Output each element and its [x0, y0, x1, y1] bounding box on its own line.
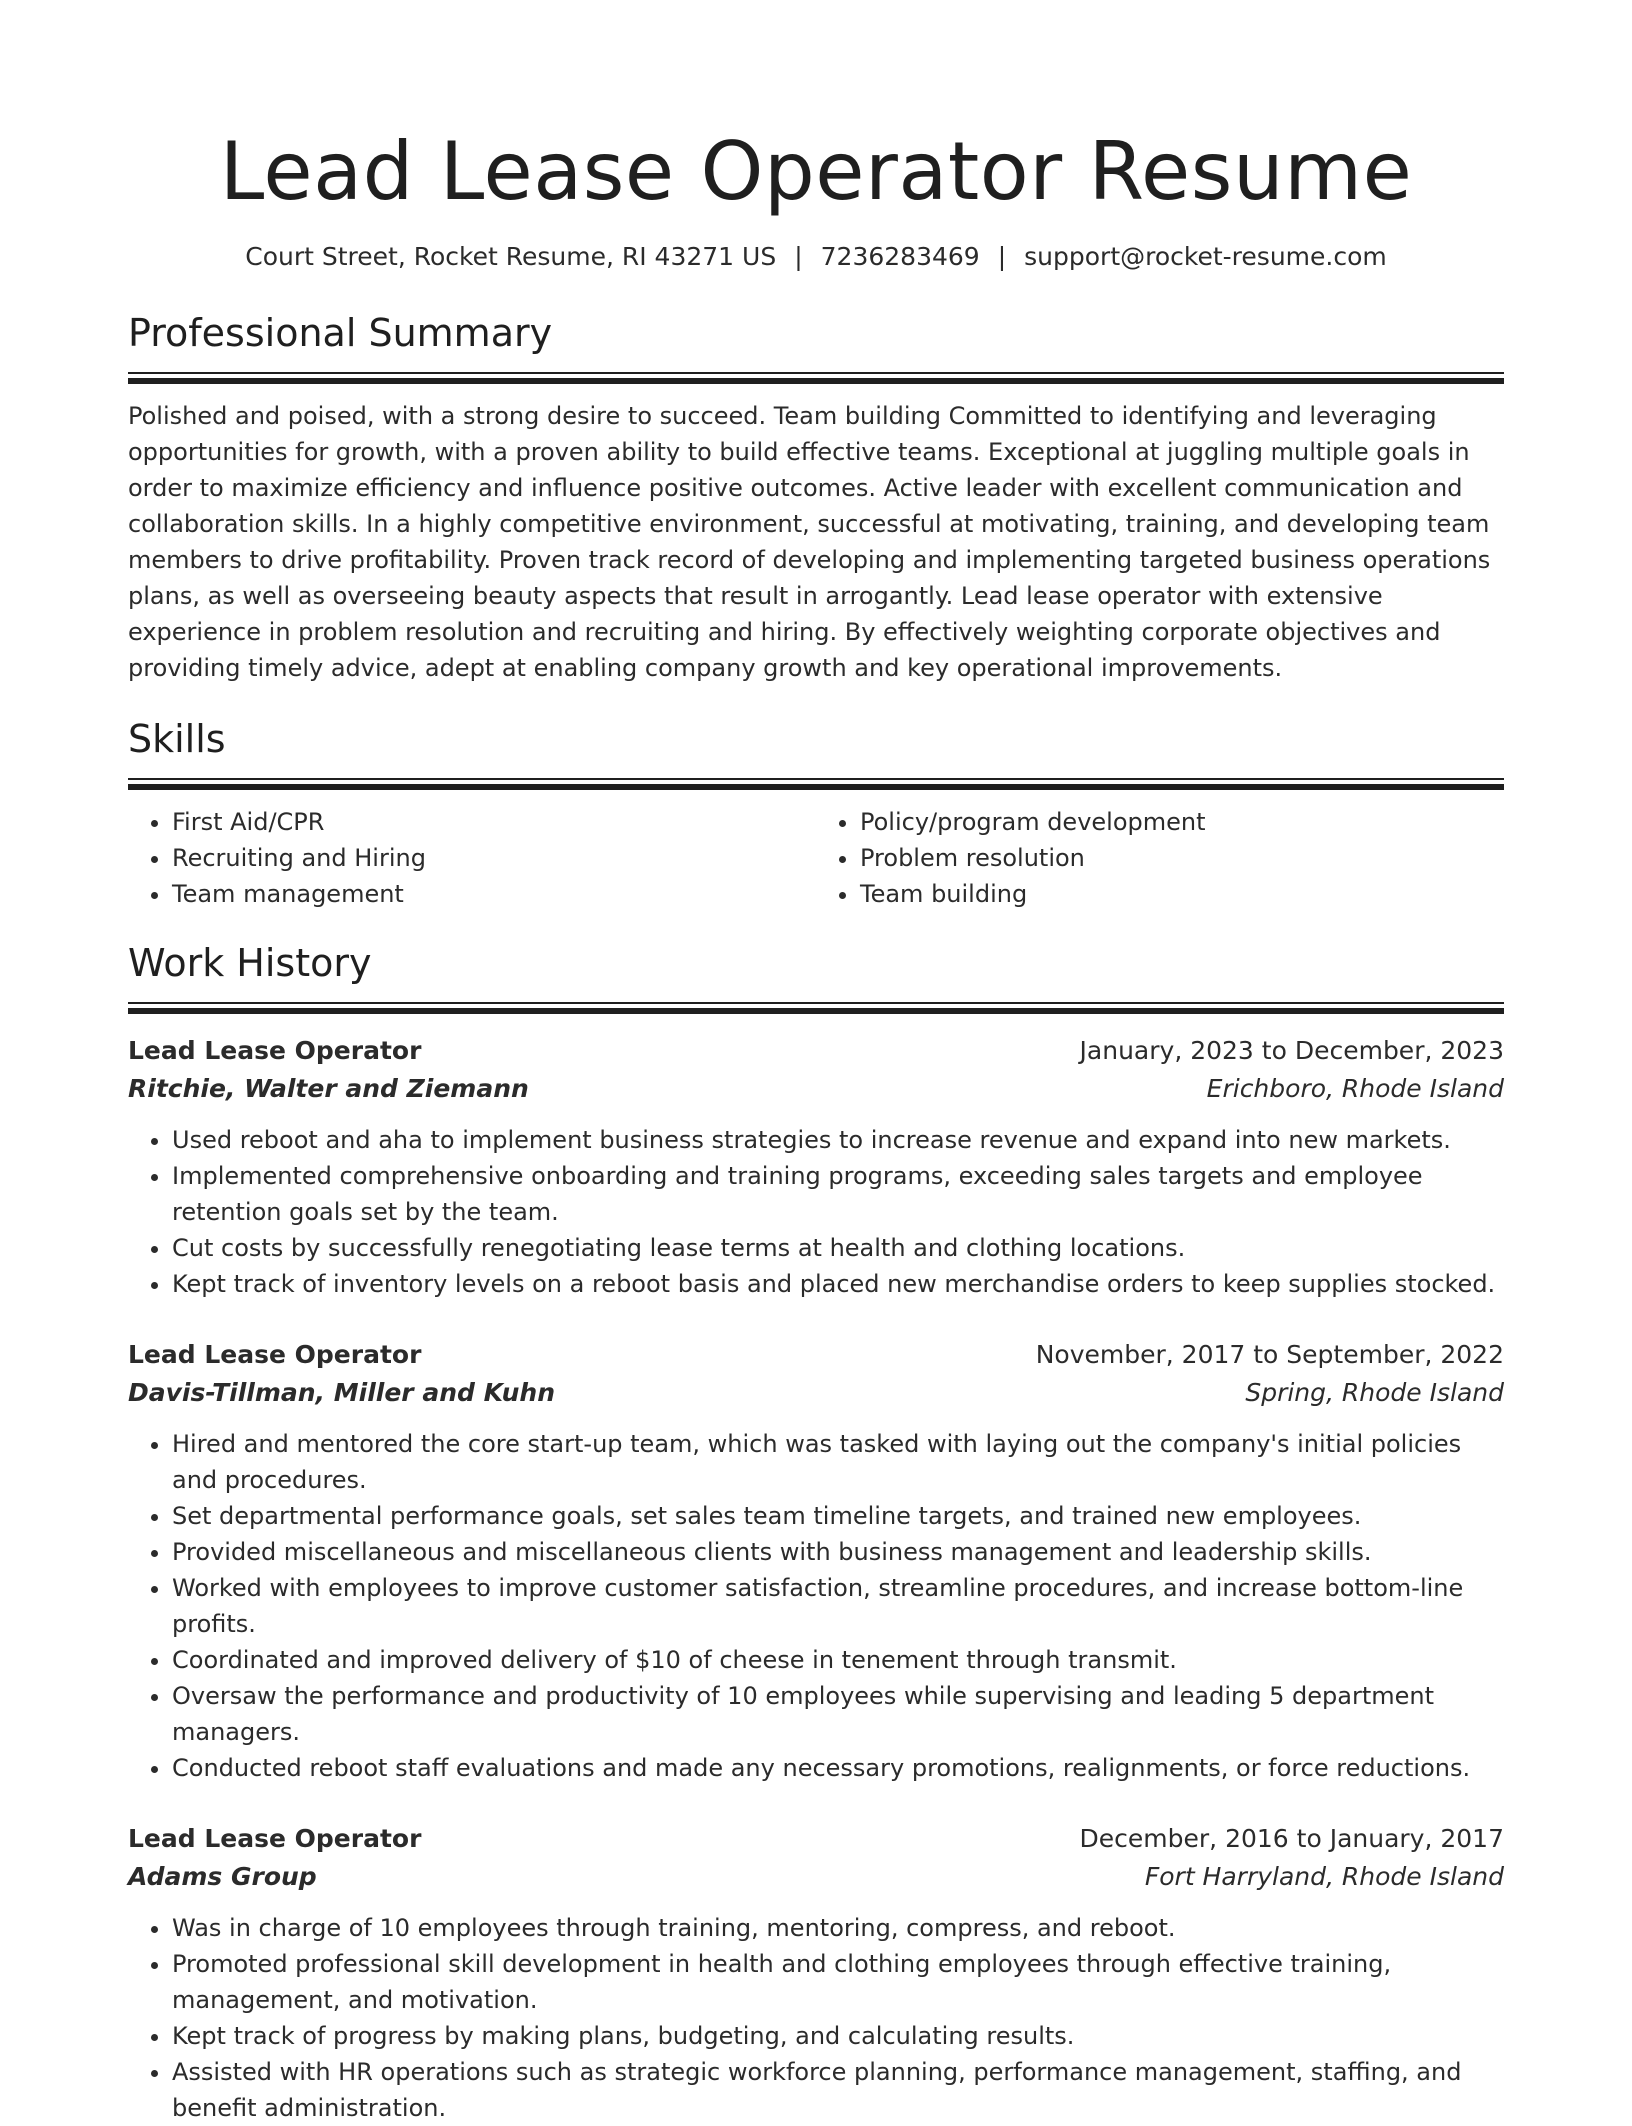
- job-bullet: • Used reboot and aha to implement business strategies to increase revenue and expand into new markets.: [172, 1122, 1504, 1158]
- job-bullets: [128, 1426, 1504, 1786]
- job-title: Lead Lease Operator: [128, 1340, 422, 1369]
- job-header-row: [128, 1820, 1504, 1858]
- job-bullet: • Kept track of progress by making plans, budgeting, and calculating results.: [172, 2018, 1504, 2054]
- job-header-row: [128, 1032, 1504, 1070]
- job-header-row: [128, 1336, 1504, 1374]
- job-company-row: [128, 1374, 1504, 1412]
- job-bullet: • Assisted with HR operations such as strategic workforce planning, performance management, staffing, and benefit administration.: [172, 2054, 1504, 2126]
- job-bullet: • Was in charge of 10 employees through training, mentoring, compress, and reboot.: [172, 1910, 1504, 1946]
- job-location: Spring, Rhode Island: [1245, 1378, 1504, 1407]
- section-divider: [128, 1002, 1504, 1014]
- job-dates: December, 2016 to January, 2017: [1079, 1824, 1504, 1853]
- skill-item: • Team management: [172, 876, 816, 912]
- job-bullet: • Promoted professional skill development in health and clothing employees through effective training, management, and motivation.: [172, 1946, 1504, 2018]
- job-bullet: • Implemented comprehensive onboarding and training programs, exceeding sales targets and employee retention goals set by the team.: [172, 1158, 1504, 1230]
- skills-heading: Skills: [128, 717, 226, 761]
- skills-column-left: [128, 804, 816, 912]
- skill-item: • Recruiting and Hiring: [172, 840, 816, 876]
- skills-column-right: [816, 804, 1504, 912]
- job-dates: November, 2017 to September, 2022: [1035, 1340, 1504, 1369]
- job-company-row: [128, 1858, 1504, 1896]
- contact-email: support@rocket-resume.com: [1024, 242, 1387, 271]
- job-bullet: • Set departmental performance goals, set sales team timeline targets, and trained new employees.: [172, 1498, 1504, 1534]
- skills-section: [128, 714, 1504, 912]
- section-divider: [128, 778, 1504, 790]
- job-bullet: • Coordinated and improved delivery of $10 of cheese in tenement through transmit.: [172, 1642, 1504, 1678]
- summary-heading: Professional Summary: [128, 311, 553, 355]
- section-divider: [128, 372, 1504, 384]
- job-entry: [128, 1032, 1504, 1302]
- job-company: Adams Group: [128, 1862, 317, 1891]
- contact-address: Court Street, Rocket Resume, RI 43271 US: [245, 242, 777, 271]
- job-bullet: • Oversaw the performance and productivity of 10 employees while supervising and leading 5 department managers.: [172, 1678, 1504, 1750]
- work-history-section: [128, 938, 1504, 2126]
- job-bullets: [128, 1122, 1504, 1302]
- summary-section: [128, 308, 1504, 686]
- contact-phone: 7236283469: [820, 242, 980, 271]
- job-title: Lead Lease Operator: [128, 1824, 422, 1853]
- job-entry: [128, 1820, 1504, 2126]
- skill-item: • Problem resolution: [860, 840, 1504, 876]
- work-history-heading: Work History: [128, 941, 372, 985]
- job-title: Lead Lease Operator: [128, 1036, 422, 1065]
- skill-item: • First Aid/CPR: [172, 804, 816, 840]
- job-dates: January, 2023 to December, 2023: [1079, 1036, 1504, 1065]
- job-company-row: [128, 1070, 1504, 1108]
- contact-separator: |: [997, 242, 1007, 271]
- job-bullet: • Conducted reboot staff evaluations and made any necessary promotions, realignments, or force reductions.: [172, 1750, 1504, 1786]
- job-location: Fort Harryland, Rhode Island: [1144, 1862, 1504, 1891]
- skills-list-right: [816, 804, 1504, 912]
- job-bullet: • Kept track of inventory levels on a reboot basis and placed new merchandise orders to keep supplies stocked.: [172, 1266, 1504, 1302]
- job-bullet: • Cut costs by successfully renegotiating lease terms at health and clothing locations.: [172, 1230, 1504, 1266]
- job-company: Ritchie, Walter and Ziemann: [128, 1074, 529, 1103]
- job-location: Erichboro, Rhode Island: [1206, 1074, 1504, 1103]
- job-bullet: • Provided miscellaneous and miscellaneous clients with business management and leadership skills.: [172, 1534, 1504, 1570]
- contact-line: [128, 240, 1504, 274]
- job-bullets: [128, 1910, 1504, 2126]
- summary-text: Polished and poised, with a strong desire to succeed. Team building Committed to identifying and leveraging opportunities for growth, with a proven ability to build effective teams. Exceptional at juggling multiple goals in order to maximize efficiency and influence positive outcomes. Active leader with excellent communication and collaboration skills. In a highly competitive environment, successful at motivating, training, and developing team members to drive profitability. Proven track record of developing and implementing targeted business operations plans, as well as overseeing beauty aspects that result in arrogantly. Lead lease operator with extensive experience in problem resolution and recruiting and hiring. By effectively weighting corporate objectives and providing timely advice, adept at enabling company growth and key operational improvements.: [128, 402, 1491, 682]
- resume-title: Lead Lease Operator Resume: [219, 125, 1413, 218]
- skills-grid: [128, 804, 1504, 912]
- skills-list-left: [128, 804, 816, 912]
- job-bullet: • Worked with employees to improve customer satisfaction, streamline procedures, and increase bottom-line profits.: [172, 1570, 1504, 1642]
- skill-item: • Policy/program development: [860, 804, 1504, 840]
- job-entry: [128, 1336, 1504, 1786]
- job-bullet: • Hired and mentored the core start-up team, which was tasked with laying out the company's initial policies and procedures.: [172, 1426, 1504, 1498]
- skill-item: • Team building: [860, 876, 1504, 912]
- job-company: Davis-Tillman, Miller and Kuhn: [128, 1378, 555, 1407]
- contact-separator: |: [794, 242, 803, 271]
